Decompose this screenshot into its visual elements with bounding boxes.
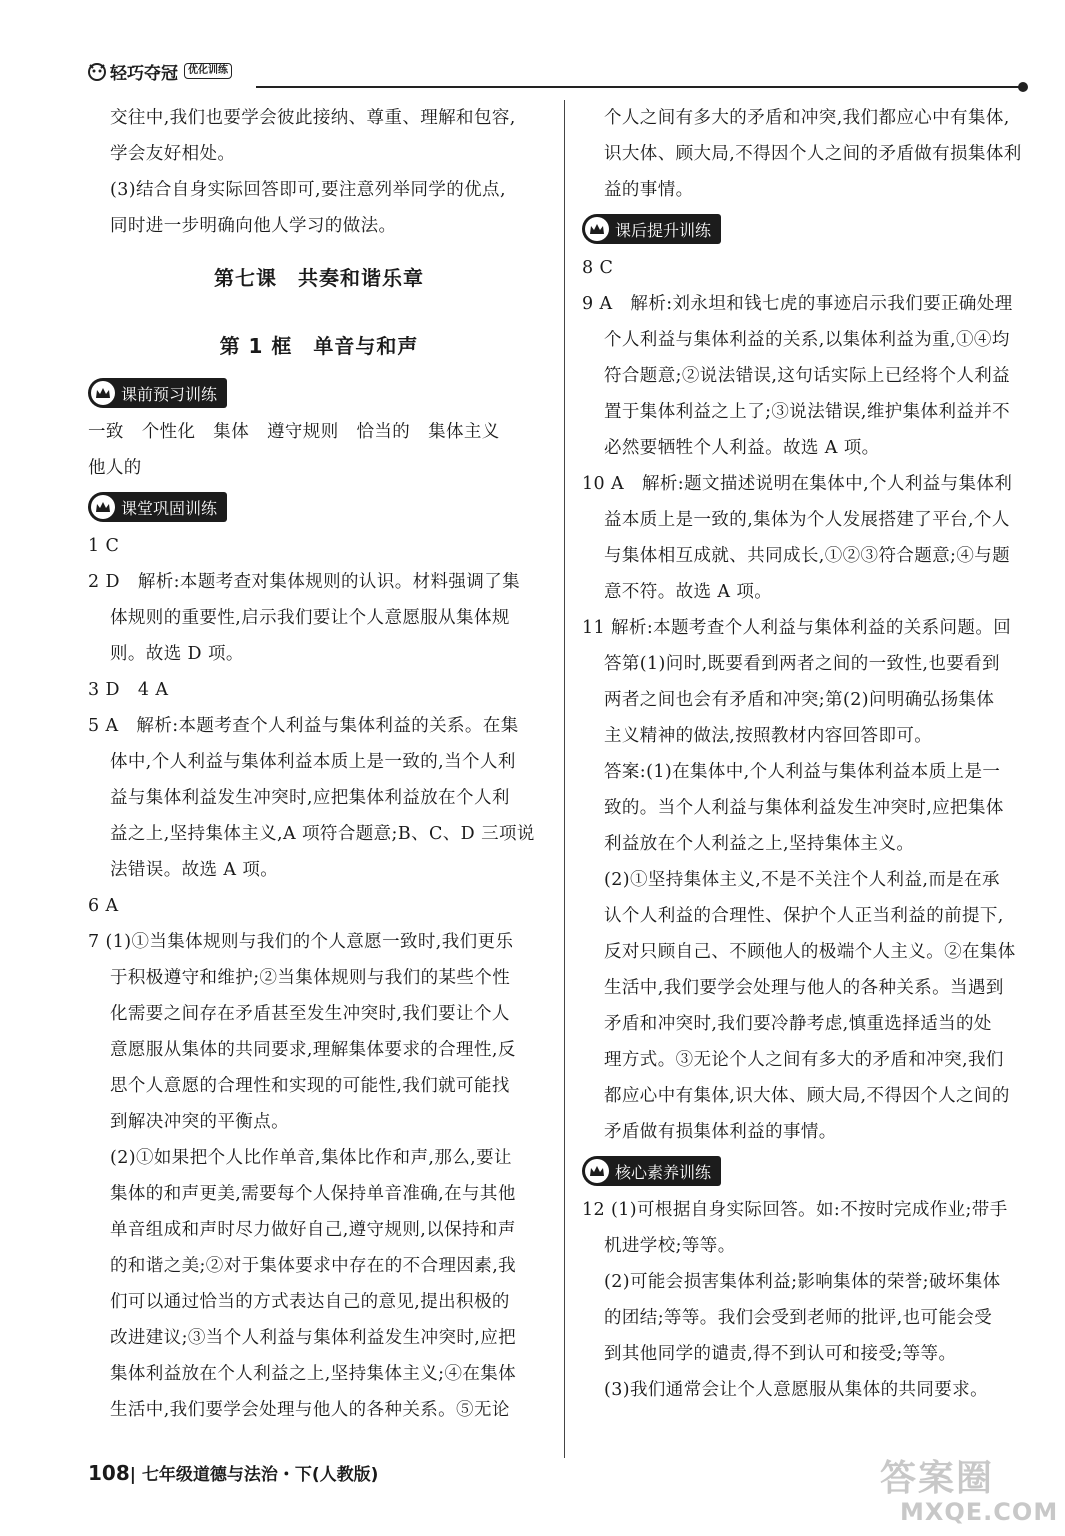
answer-line: 改进建议;③当个人利益与集体利益发生冲突时,应把 — [110, 1328, 517, 1348]
answer-line: 矛盾做有损集体利益的事情。 — [604, 1122, 837, 1142]
answer-line: 体中,个人利益与集体利益本质上是一致的,当个人利 — [110, 752, 516, 772]
answer-line: 两者之间也会有矛盾和冲突;第(2)问明确弘扬集体 — [604, 690, 995, 710]
answer-line: 8 C — [582, 258, 614, 278]
answer-line: 机进学校;等等。 — [604, 1236, 736, 1256]
answer-line: 到解决冲突的平衡点。 — [110, 1112, 289, 1132]
text-line: 同时进一步明确向他人学习的做法。 — [110, 216, 397, 236]
frame-title: 第 1 框 单音与和声 — [219, 334, 419, 358]
text-line: 益的事情。 — [604, 180, 694, 200]
answer-line: 益之上,坚持集体主义,A 项符合题意;B、C、D 三项说 — [110, 824, 535, 844]
section-pill — [582, 214, 721, 244]
answer-line: 3 D 4 A — [88, 680, 169, 700]
page-footer — [88, 1460, 378, 1485]
answer-line: (2)可能会损害集体利益;影响集体的荣誉;破坏集体 — [604, 1272, 1001, 1292]
section-label: 核心素养训练 — [615, 1162, 712, 1182]
brand-name: 轻巧夺冠 — [110, 63, 178, 84]
answer-line: 益与集体利益发生冲突时,应把集体利益放在个人利 — [110, 788, 510, 808]
answer-line: 符合题意;②说法错误,这句话实际上已经将个人利益 — [604, 366, 1011, 386]
watermark-line-1: 答案圈 — [880, 1458, 995, 1499]
answer-line: 7 (1)①当集体规则与我们的个人意愿一致时,我们更乐 — [88, 932, 514, 952]
answer-line: 5 A 解析:本题考查个人利益与集体利益的关系。在集 — [88, 716, 519, 736]
answer-line: 益本质上是一致的,集体为个人发展搭建了平台,个人 — [604, 510, 1010, 530]
crown-icon — [585, 1159, 609, 1183]
watermark-line-2: MXQE.COM — [900, 1498, 1059, 1526]
answer-line: 2 D 解析:本题考查对集体规则的认识。材料强调了集 — [88, 572, 521, 592]
crown-icon — [91, 495, 115, 519]
answer-line: 于积极遵守和维护;②当集体规则与我们的某些个性 — [110, 968, 511, 988]
lesson-title: 第七课 共奏和谐乐章 — [214, 266, 424, 290]
text-line: 个人之间有多大的矛盾和冲突,我们都应心中有集体, — [604, 108, 1010, 128]
answer-line: 的团结;等等。我们会受到老师的批评,也可能会受 — [604, 1308, 993, 1328]
answer-line: (2)①坚持集体主义,不是不关注个人利益,而是在承 — [604, 870, 1000, 890]
page-number: 108 — [88, 1461, 130, 1485]
book-title: 七年级道德与法治・下(人教版) — [141, 1465, 379, 1485]
text-line: 一致 个性化 集体 遵守规则 恰当的 集体主义 — [88, 422, 500, 442]
section-label: 课后提升训练 — [615, 220, 712, 240]
answer-line: 答第(1)问时,既要看到两者之间的一致性,也要看到 — [604, 654, 1000, 674]
answer-line: 集体的和声更美,需要每个人保持单音准确,在与其他 — [110, 1184, 516, 1204]
answer-line: 必然要牺牲个人利益。故选 A 项。 — [604, 438, 880, 458]
answer-line: 个人利益与集体利益的关系,以集体利益为重,①④均 — [604, 330, 1010, 350]
text-line: 交往中,我们也要学会彼此接纳、尊重、理解和包容, — [110, 108, 516, 128]
answer-line: 则。故选 D 项。 — [110, 644, 244, 664]
watermark — [880, 1458, 1059, 1530]
column-divider — [564, 100, 565, 1458]
answer-line: 利益放在个人利益之上,坚持集体主义。 — [604, 834, 915, 854]
right-column — [582, 100, 1044, 1408]
answer-line: 答案:(1)在集体中,个人利益与集体利益本质上是一 — [604, 762, 1001, 782]
crown-icon — [91, 381, 115, 405]
answer-line: 体规则的重要性,启示我们要让个人意愿服从集体规 — [110, 608, 510, 628]
answer-line: 思个人意愿的合理性和实现的可能性,我们就可能找 — [110, 1076, 510, 1096]
answer-line: 致的。当个人利益与集体利益发生冲突时,应把集体 — [604, 798, 1004, 818]
answer-line: (2)①如果把个人比作单音,集体比作和声,那么,要让 — [110, 1148, 512, 1168]
answer-line: 12 (1)可根据自身实际回答。如:不按时完成作业;带手 — [582, 1200, 1008, 1220]
text-line: 学会友好相处。 — [110, 144, 236, 164]
footer-separator: | — [129, 1465, 142, 1485]
answer-line: 6 A — [88, 896, 119, 916]
mascot-icon — [86, 60, 108, 82]
answer-line: 的和谐之美;②对于集体要求中存在的不合理因素,我 — [110, 1256, 517, 1276]
answer-line: 法错误。故选 A 项。 — [110, 860, 279, 880]
answer-line: 到其他同学的谴责,得不到认可和接受;等等。 — [604, 1344, 957, 1364]
answer-line: 置于集体利益之上了;③说法错误,维护集体利益并不 — [604, 402, 1011, 422]
header-dot — [1018, 82, 1028, 92]
answer-line: 意愿服从集体的共同要求,理解集体要求的合理性,反 — [110, 1040, 516, 1060]
answer-line: 9 A 解析:刘永坦和钱七虎的事迹启示我们要正确处理 — [582, 294, 1013, 314]
section-header — [582, 1150, 1044, 1192]
answer-line: 1 C — [88, 536, 120, 556]
text-line: 他人的 — [88, 458, 142, 478]
answer-line: 与集体相互成就、共同成长,①②③符合题意;④与题 — [604, 546, 1011, 566]
section-header — [88, 372, 550, 414]
header-rule — [256, 86, 1020, 88]
answer-line: 11 解析:本题考查个人利益与集体利益的关系问题。回 — [582, 618, 1012, 638]
answer-line: 化需要之间存在矛盾甚至发生冲突时,我们要让个人 — [110, 1004, 510, 1024]
answer-line: 集体利益放在个人利益之上,坚持集体主义;④在集体 — [110, 1364, 517, 1384]
section-header — [88, 486, 550, 528]
answer-line: (3)我们通常会让个人意愿服从集体的共同要求。 — [604, 1380, 988, 1400]
crown-icon — [585, 217, 609, 241]
answer-line: 理方式。③无论个人之间有多大的矛盾和冲突,我们 — [604, 1050, 1004, 1070]
answer-line: 主义精神的做法,按照教材内容回答即可。 — [604, 726, 933, 746]
section-label: 课堂巩固训练 — [121, 498, 218, 518]
answer-line: 矛盾和冲突时,我们要冷静考虑,慎重选择适当的处 — [604, 1014, 992, 1034]
section-pill — [582, 1156, 721, 1186]
brand-logo — [86, 58, 232, 84]
brand-badge: 优化训练 — [184, 63, 232, 79]
answer-line: 单音组成和声时尽力做好自己,遵守规则,以保持和声 — [110, 1220, 516, 1240]
section-header — [582, 208, 1044, 250]
text-line: (3)结合自身实际回答即可,要注意列举同学的优点, — [110, 180, 506, 200]
answer-line: 10 A 解析:题文描述说明在集体中,个人利益与集体利 — [582, 474, 1013, 494]
answer-line: 生活中,我们要学会处理与他人的各种关系。当遇到 — [604, 978, 1004, 998]
answer-line: 认个人利益的合理性、保护个人正当利益的前提下, — [604, 906, 1004, 926]
section-label: 课前预习训练 — [121, 384, 218, 404]
section-pill — [88, 378, 227, 408]
answer-line: 生活中,我们要学会处理与他人的各种关系。⑤无论 — [110, 1400, 510, 1420]
left-column — [88, 100, 550, 1428]
section-pill — [88, 492, 227, 522]
text-line: 识大体、顾大局,不得因个人之间的矛盾做有损集体利 — [604, 144, 1022, 164]
answer-line: 反对只顾自己、不顾他人的极端个人主义。②在集体 — [604, 942, 1016, 962]
page-header — [86, 56, 1036, 90]
answer-line: 们可以通过恰当的方式表达自己的意见,提出积极的 — [110, 1292, 510, 1312]
answer-line: 意不符。故选 A 项。 — [604, 582, 773, 602]
answer-line: 都应心中有集体,识大体、顾大局,不得因个人之间的 — [604, 1086, 1010, 1106]
